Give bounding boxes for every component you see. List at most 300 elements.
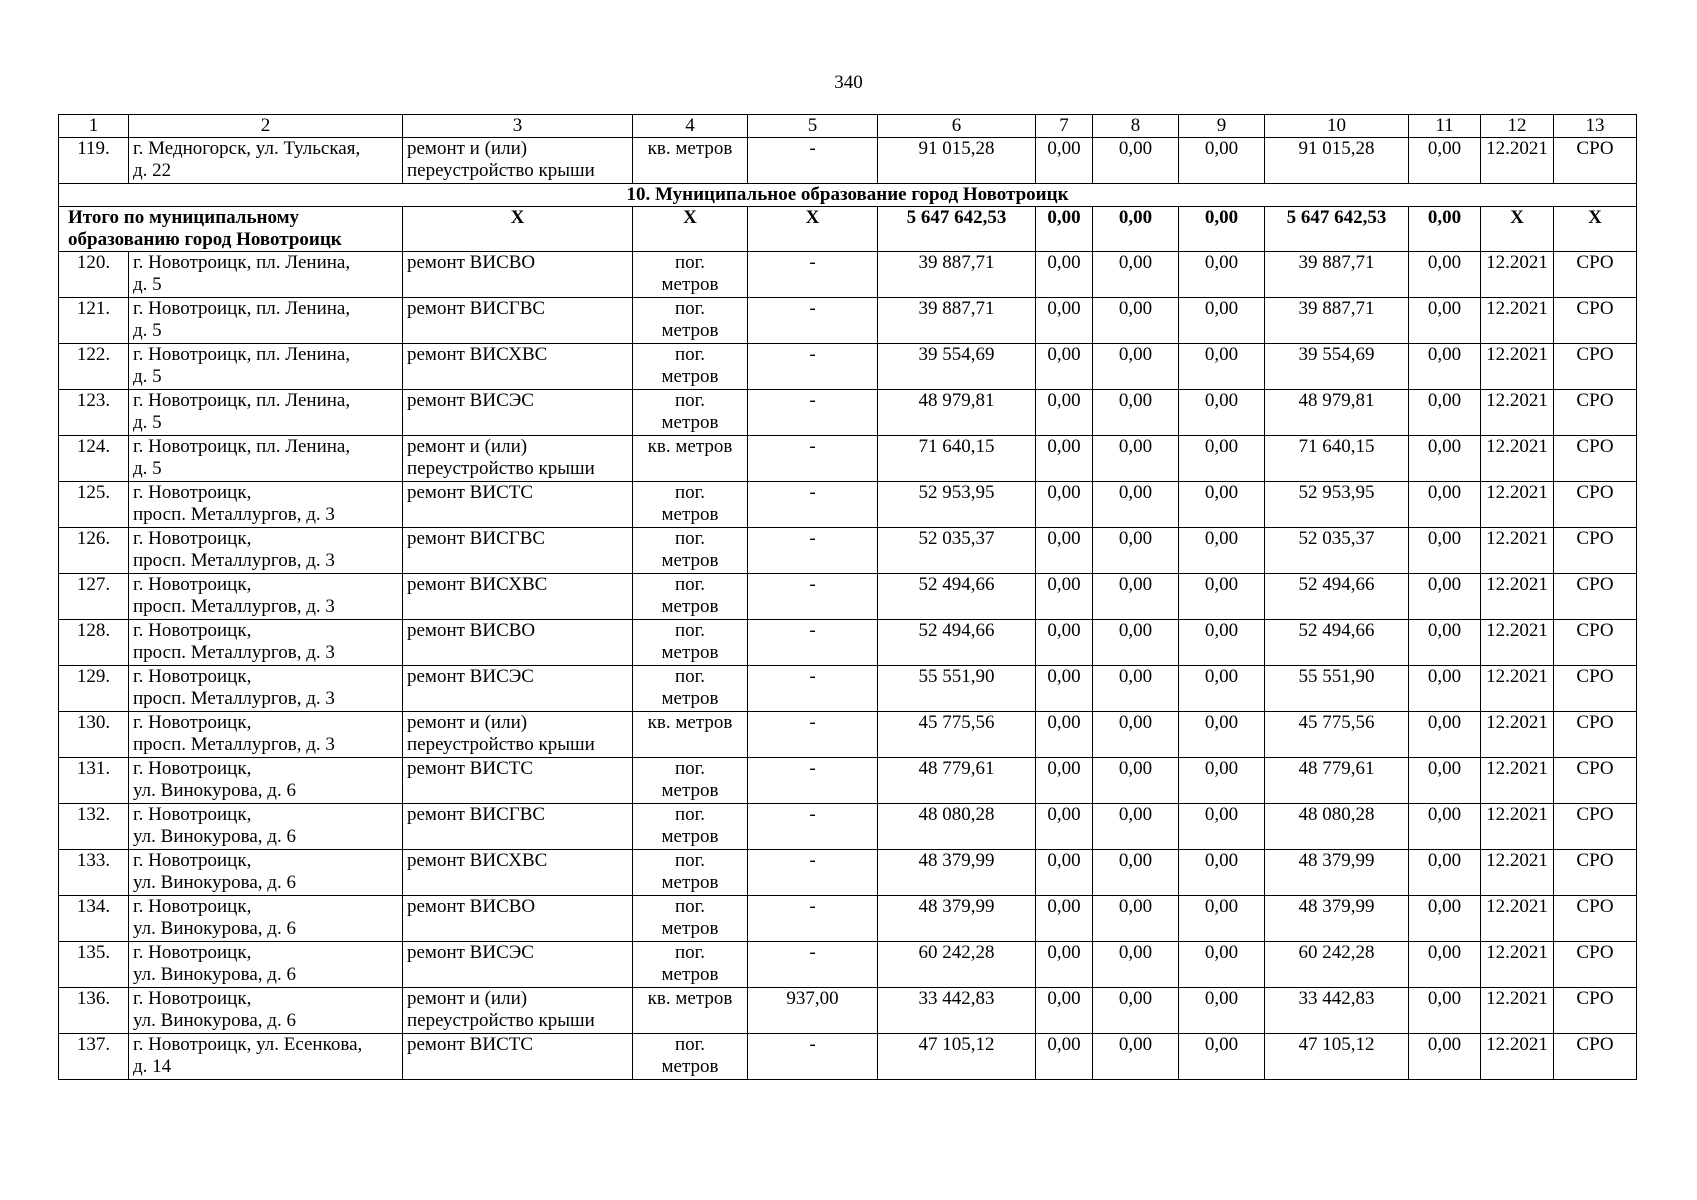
work-type-cell	[403, 298, 633, 344]
value-cell: 0,00	[1036, 298, 1093, 344]
value-cell: 0,00	[1036, 344, 1093, 390]
unit-line: пог.	[674, 574, 706, 595]
row-number: 124.	[59, 436, 129, 482]
value-cell: 0,00	[1409, 666, 1481, 712]
cost-cell: 52 494,66	[1265, 574, 1409, 620]
address-line: г. Новотроицк, пл. Ленина,	[133, 252, 351, 273]
unit-cell	[633, 138, 748, 184]
cost-cell: 55 551,90	[878, 666, 1036, 712]
value-cell: 0,00	[1093, 988, 1179, 1034]
address-line: д. 5	[133, 320, 162, 341]
value-cell: 0,00	[1093, 252, 1179, 298]
volume-cell: -	[748, 666, 878, 712]
cost-cell: 48 379,99	[1265, 850, 1409, 896]
address-cell	[129, 482, 403, 528]
unit-cell	[633, 252, 748, 298]
unit-cell	[633, 574, 748, 620]
work-line: переустройство крыши	[407, 458, 595, 479]
unit-cell	[633, 666, 748, 712]
value-cell: 0,00	[1036, 574, 1093, 620]
address-line: ул. Винокурова, д. 6	[133, 918, 296, 939]
work-type-cell	[403, 436, 633, 482]
work-type-cell	[403, 252, 633, 298]
date-cell: 12.2021	[1481, 1034, 1554, 1080]
work-type-cell	[403, 344, 633, 390]
total-label-line: образованию город Новотроицк	[68, 229, 342, 250]
cost-cell: 39 887,71	[1265, 252, 1409, 298]
unit-cell	[633, 712, 748, 758]
work-line: ремонт ВИСХВС	[407, 850, 548, 871]
value-cell: 0,00	[1179, 436, 1265, 482]
sro-cell: СРО	[1554, 620, 1637, 666]
sro-cell: СРО	[1554, 574, 1637, 620]
section-header-row	[59, 184, 1637, 207]
work-line: ремонт ВИСГВС	[407, 528, 546, 549]
volume-cell: 937,00	[748, 988, 878, 1034]
address-cell	[129, 896, 403, 942]
value-cell: 0,00	[1409, 436, 1481, 482]
value-cell: 0,00	[1093, 804, 1179, 850]
date-cell: 12.2021	[1481, 666, 1554, 712]
row-number: 125.	[59, 482, 129, 528]
unit-cell	[633, 298, 748, 344]
cost-cell: 52 953,95	[1265, 482, 1409, 528]
volume-cell: -	[748, 252, 878, 298]
value-cell: 0,00	[1179, 528, 1265, 574]
address-line: просп. Металлургов, д. 3	[133, 734, 335, 755]
value-cell: 0,00	[1036, 1034, 1093, 1080]
row-number: 134.	[59, 896, 129, 942]
row-number: 129.	[59, 666, 129, 712]
value-cell: 0,00	[1409, 1034, 1481, 1080]
row-number: 122.	[59, 344, 129, 390]
work-line: ремонт ВИСГВС	[407, 804, 546, 825]
value-cell: 0,00	[1093, 896, 1179, 942]
unit-cell	[633, 942, 748, 988]
volume-cell: -	[748, 390, 878, 436]
unit-line: пог.	[674, 482, 706, 503]
unit-line: пог.	[674, 344, 706, 365]
work-line: ремонт ВИСТС	[407, 482, 534, 503]
work-type-cell	[403, 896, 633, 942]
value-cell: 0,00	[1093, 666, 1179, 712]
value-cell: 0,00	[1179, 1034, 1265, 1080]
work-line: ремонт ВИСЭС	[407, 942, 534, 963]
volume-cell: -	[748, 758, 878, 804]
address-line: г. Новотроицк,	[133, 574, 252, 595]
total-cell: 0,00	[1409, 207, 1481, 252]
address-cell	[129, 298, 403, 344]
row-number: 132.	[59, 804, 129, 850]
value-cell: 0,00	[1036, 252, 1093, 298]
table-row	[59, 138, 1637, 184]
volume-cell: -	[748, 298, 878, 344]
table-row	[59, 988, 1637, 1034]
total-cell: X	[1554, 207, 1637, 252]
cost-cell: 60 242,28	[878, 942, 1036, 988]
table-row	[59, 804, 1637, 850]
row-number: 123.	[59, 390, 129, 436]
sro-cell: СРО	[1554, 850, 1637, 896]
unit-line: пог.	[674, 252, 706, 273]
value-cell: 0,00	[1093, 1034, 1179, 1080]
unit-cell	[633, 804, 748, 850]
row-number: 126.	[59, 528, 129, 574]
unit-line: метров	[661, 550, 719, 571]
value-cell: 0,00	[1409, 758, 1481, 804]
address-line: г. Новотроицк,	[133, 850, 252, 871]
address-cell	[129, 620, 403, 666]
header-cell: 9	[1179, 115, 1265, 138]
unit-line: кв. метров	[647, 988, 733, 1009]
volume-cell: -	[748, 528, 878, 574]
date-cell: 12.2021	[1481, 528, 1554, 574]
value-cell: 0,00	[1093, 436, 1179, 482]
unit-line: пог.	[674, 850, 706, 871]
cost-cell: 52 494,66	[1265, 620, 1409, 666]
address-line: г. Новотроицк,	[133, 988, 252, 1009]
cost-cell: 39 887,71	[1265, 298, 1409, 344]
work-line: ремонт ВИСХВС	[407, 574, 548, 595]
row-number: 121.	[59, 298, 129, 344]
volume-cell: -	[748, 344, 878, 390]
address-line: д. 5	[133, 366, 162, 387]
work-line: ремонт ВИСТС	[407, 1034, 534, 1055]
unit-line: пог.	[674, 896, 706, 917]
cost-cell: 91 015,28	[878, 138, 1036, 184]
date-cell: 12.2021	[1481, 988, 1554, 1034]
unit-cell	[633, 988, 748, 1034]
work-line: ремонт ВИСВО	[407, 252, 536, 273]
date-cell: 12.2021	[1481, 344, 1554, 390]
table-row	[59, 1034, 1637, 1080]
address-line: ул. Винокурова, д. 6	[133, 826, 296, 847]
value-cell: 0,00	[1093, 712, 1179, 758]
sro-cell: СРО	[1554, 804, 1637, 850]
work-line: ремонт ВИСВО	[407, 620, 536, 641]
unit-line: пог.	[674, 528, 706, 549]
value-cell: 0,00	[1179, 804, 1265, 850]
value-cell: 0,00	[1093, 482, 1179, 528]
address-cell	[129, 988, 403, 1034]
sro-cell: СРО	[1554, 942, 1637, 988]
address-line: д. 5	[133, 274, 162, 295]
value-cell: 0,00	[1409, 528, 1481, 574]
value-cell: 0,00	[1036, 758, 1093, 804]
work-line: ремонт и (или)	[407, 988, 528, 1009]
column-number-header	[59, 115, 1637, 138]
value-cell: 0,00	[1409, 298, 1481, 344]
row-number: 133.	[59, 850, 129, 896]
volume-cell: -	[748, 896, 878, 942]
unit-line: метров	[661, 596, 719, 617]
volume-cell: -	[748, 942, 878, 988]
table-row	[59, 850, 1637, 896]
table-row	[59, 344, 1637, 390]
volume-cell: -	[748, 138, 878, 184]
work-line: ремонт ВИСГВС	[407, 298, 546, 319]
work-line: ремонт ВИСТС	[407, 758, 534, 779]
table-row	[59, 712, 1637, 758]
value-cell: 0,00	[1036, 850, 1093, 896]
unit-line: метров	[661, 1056, 719, 1077]
address-line: просп. Металлургов, д. 3	[133, 504, 335, 525]
value-cell: 0,00	[1093, 528, 1179, 574]
cost-cell: 71 640,15	[878, 436, 1036, 482]
unit-cell	[633, 528, 748, 574]
address-cell	[129, 850, 403, 896]
work-type-cell	[403, 528, 633, 574]
table-row	[59, 390, 1637, 436]
cost-cell: 33 442,83	[1265, 988, 1409, 1034]
unit-line: метров	[661, 642, 719, 663]
cost-cell: 39 554,69	[1265, 344, 1409, 390]
address-line: д. 5	[133, 458, 162, 479]
unit-cell	[633, 482, 748, 528]
sro-cell: СРО	[1554, 138, 1637, 184]
cost-cell: 48 080,28	[878, 804, 1036, 850]
row-number: 130.	[59, 712, 129, 758]
address-line: г. Новотроицк,	[133, 758, 252, 779]
cost-cell: 48 779,61	[878, 758, 1036, 804]
cost-cell: 55 551,90	[1265, 666, 1409, 712]
value-cell: 0,00	[1093, 390, 1179, 436]
sro-cell: СРО	[1554, 528, 1637, 574]
volume-cell: -	[748, 804, 878, 850]
work-type-cell	[403, 988, 633, 1034]
unit-line: метров	[661, 826, 719, 847]
unit-line: метров	[661, 872, 719, 893]
total-row	[59, 207, 1637, 252]
value-cell: 0,00	[1409, 344, 1481, 390]
unit-cell	[633, 344, 748, 390]
cost-cell: 48 379,99	[878, 850, 1036, 896]
date-cell: 12.2021	[1481, 896, 1554, 942]
value-cell: 0,00	[1179, 712, 1265, 758]
total-cell: 5 647 642,53	[878, 207, 1036, 252]
volume-cell: -	[748, 620, 878, 666]
table-row	[59, 298, 1637, 344]
date-cell: 12.2021	[1481, 252, 1554, 298]
header-cell: 1	[59, 115, 129, 138]
work-type-cell	[403, 804, 633, 850]
total-cell: 0,00	[1036, 207, 1093, 252]
address-line: г. Новотроицк,	[133, 482, 252, 503]
volume-cell: -	[748, 436, 878, 482]
work-type-cell	[403, 138, 633, 184]
address-line: ул. Винокурова, д. 6	[133, 780, 296, 801]
address-line: г. Новотроицк,	[133, 942, 252, 963]
address-line: просп. Металлургов, д. 3	[133, 550, 335, 571]
value-cell: 0,00	[1179, 942, 1265, 988]
total-cell: X	[403, 207, 633, 252]
value-cell: 0,00	[1179, 482, 1265, 528]
value-cell: 0,00	[1409, 138, 1481, 184]
row-number: 120.	[59, 252, 129, 298]
address-line: ул. Винокурова, д. 6	[133, 1010, 296, 1031]
value-cell: 0,00	[1409, 482, 1481, 528]
work-line: переустройство крыши	[407, 1010, 595, 1031]
table-row	[59, 482, 1637, 528]
row-number: 127.	[59, 574, 129, 620]
unit-line: пог.	[674, 758, 706, 779]
cost-cell: 48 379,99	[878, 896, 1036, 942]
address-cell	[129, 804, 403, 850]
work-type-cell	[403, 574, 633, 620]
value-cell: 0,00	[1179, 298, 1265, 344]
unit-line: пог.	[674, 1034, 706, 1055]
value-cell: 0,00	[1093, 942, 1179, 988]
unit-cell	[633, 758, 748, 804]
value-cell: 0,00	[1409, 850, 1481, 896]
value-cell: 0,00	[1093, 574, 1179, 620]
value-cell: 0,00	[1409, 942, 1481, 988]
row-number: 119.	[59, 138, 129, 184]
date-cell: 12.2021	[1481, 574, 1554, 620]
address-line: г. Новотроицк, пл. Ленина,	[133, 344, 351, 365]
value-cell: 0,00	[1093, 298, 1179, 344]
date-cell: 12.2021	[1481, 390, 1554, 436]
work-line: ремонт ВИСВО	[407, 896, 536, 917]
unit-cell	[633, 390, 748, 436]
header-cell: 8	[1093, 115, 1179, 138]
value-cell: 0,00	[1093, 758, 1179, 804]
cost-cell: 52 953,95	[878, 482, 1036, 528]
table-row	[59, 528, 1637, 574]
sro-cell: СРО	[1554, 1034, 1637, 1080]
header-cell: 3	[403, 115, 633, 138]
unit-line: кв. метров	[647, 712, 733, 733]
total-cell: 0,00	[1179, 207, 1265, 252]
date-cell: 12.2021	[1481, 712, 1554, 758]
value-cell: 0,00	[1036, 896, 1093, 942]
address-cell	[129, 574, 403, 620]
sro-cell: СРО	[1554, 390, 1637, 436]
table-row	[59, 252, 1637, 298]
row-number: 136.	[59, 988, 129, 1034]
table-row	[59, 574, 1637, 620]
address-cell	[129, 436, 403, 482]
work-line: ремонт и (или)	[407, 138, 528, 159]
sro-cell: СРО	[1554, 436, 1637, 482]
capital-repair-table	[58, 114, 1637, 1080]
value-cell: 0,00	[1093, 138, 1179, 184]
date-cell: 12.2021	[1481, 758, 1554, 804]
address-line: г. Новотроицк, пл. Ленина,	[133, 298, 351, 319]
unit-line: метров	[661, 688, 719, 709]
cost-cell: 71 640,15	[1265, 436, 1409, 482]
value-cell: 0,00	[1093, 850, 1179, 896]
address-cell	[129, 344, 403, 390]
total-label	[59, 207, 403, 252]
cost-cell: 39 554,69	[878, 344, 1036, 390]
cost-cell: 48 379,99	[1265, 896, 1409, 942]
header-cell: 12	[1481, 115, 1554, 138]
header-cell: 2	[129, 115, 403, 138]
unit-line: метров	[661, 918, 719, 939]
work-line: ремонт ВИСХВС	[407, 344, 548, 365]
value-cell: 0,00	[1409, 252, 1481, 298]
sro-cell: СРО	[1554, 298, 1637, 344]
date-cell: 12.2021	[1481, 298, 1554, 344]
header-cell: 6	[878, 115, 1036, 138]
cost-cell: 48 979,81	[878, 390, 1036, 436]
table-row	[59, 758, 1637, 804]
address-line: просп. Металлургов, д. 3	[133, 642, 335, 663]
unit-cell	[633, 436, 748, 482]
unit-line: кв. метров	[647, 436, 733, 457]
value-cell: 0,00	[1409, 896, 1481, 942]
value-cell: 0,00	[1036, 804, 1093, 850]
address-line: д. 5	[133, 412, 162, 433]
unit-line: пог.	[674, 942, 706, 963]
address-line: г. Новотроицк,	[133, 896, 252, 917]
table-row	[59, 666, 1637, 712]
page-number: 340	[834, 72, 863, 93]
cost-cell: 33 442,83	[878, 988, 1036, 1034]
cost-cell: 52 494,66	[878, 574, 1036, 620]
work-type-cell	[403, 712, 633, 758]
address-line: д. 14	[133, 1056, 172, 1077]
work-type-cell	[403, 758, 633, 804]
value-cell: 0,00	[1179, 850, 1265, 896]
work-type-cell	[403, 1034, 633, 1080]
unit-line: кв. метров	[647, 138, 733, 159]
value-cell: 0,00	[1179, 344, 1265, 390]
value-cell: 0,00	[1036, 988, 1093, 1034]
work-line: ремонт и (или)	[407, 712, 528, 733]
row-number: 131.	[59, 758, 129, 804]
value-cell: 0,00	[1179, 574, 1265, 620]
work-type-cell	[403, 666, 633, 712]
date-cell: 12.2021	[1481, 436, 1554, 482]
address-line: ул. Винокурова, д. 6	[133, 964, 296, 985]
address-line: г. Новотроицк,	[133, 712, 252, 733]
unit-line: пог.	[674, 620, 706, 641]
sro-cell: СРО	[1554, 252, 1637, 298]
value-cell: 0,00	[1036, 390, 1093, 436]
address-line: просп. Металлургов, д. 3	[133, 688, 335, 709]
volume-cell: -	[748, 574, 878, 620]
address-line: г. Медногорск, ул. Тульская,	[133, 138, 361, 159]
work-type-cell	[403, 390, 633, 436]
cost-cell: 60 242,28	[1265, 942, 1409, 988]
value-cell: 0,00	[1409, 390, 1481, 436]
row-number: 135.	[59, 942, 129, 988]
value-cell: 0,00	[1179, 758, 1265, 804]
cost-cell: 52 035,37	[878, 528, 1036, 574]
unit-cell	[633, 896, 748, 942]
work-line: переустройство крыши	[407, 160, 595, 181]
value-cell: 0,00	[1036, 528, 1093, 574]
cost-cell: 47 105,12	[1265, 1034, 1409, 1080]
date-cell: 12.2021	[1481, 850, 1554, 896]
unit-line: пог.	[674, 390, 706, 411]
value-cell: 0,00	[1093, 344, 1179, 390]
address-cell	[129, 712, 403, 758]
address-cell	[129, 252, 403, 298]
value-cell: 0,00	[1036, 666, 1093, 712]
date-cell: 12.2021	[1481, 620, 1554, 666]
value-cell: 0,00	[1409, 712, 1481, 758]
cost-cell: 47 105,12	[878, 1034, 1036, 1080]
address-line: г. Новотроицк,	[133, 620, 252, 641]
value-cell: 0,00	[1409, 574, 1481, 620]
address-cell	[129, 138, 403, 184]
date-cell: 12.2021	[1481, 138, 1554, 184]
work-line: ремонт ВИСЭС	[407, 666, 534, 687]
volume-cell: -	[748, 850, 878, 896]
